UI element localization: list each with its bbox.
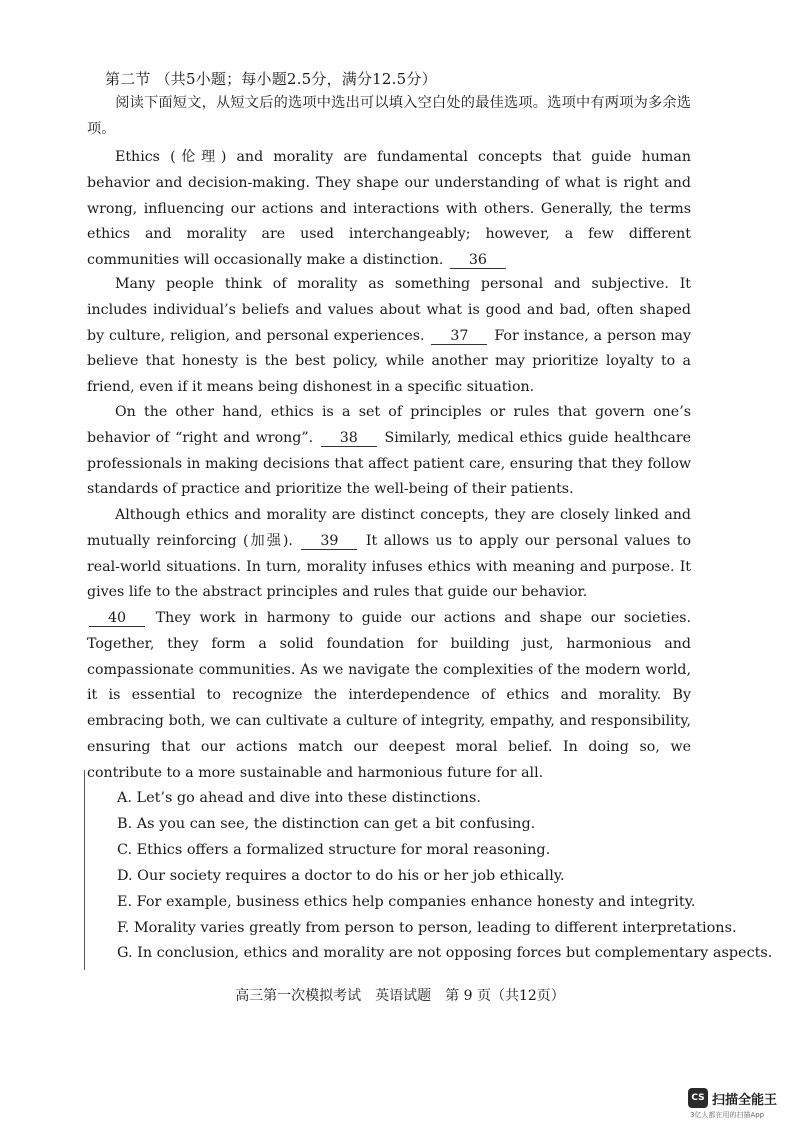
scanner-watermark [688, 1088, 798, 1128]
blank-37: 37 [431, 328, 487, 345]
options-list [117, 786, 773, 967]
paragraph-2 [87, 272, 691, 401]
camscanner-logo-icon: CS [688, 1088, 708, 1108]
paragraph-1 [87, 145, 691, 274]
instructions-text: 阅读下面短文，从短文后的选项中选出可以填入空白处的最佳选项。选项中有两项为多余选项。 [87, 95, 691, 137]
paragraph-text: Although ethics and morality are distinct concepts, they are closely linked and mutually reinforcing (加强). [87, 507, 691, 549]
paragraph-text: For instance, a person may believe that honesty is the best policy, while another may prioritize loyalty to a friend, even if it means being dishonest in a specific situation. [87, 327, 692, 396]
option-d: D. Our society requires a doctor to do his or her job ethically. [117, 867, 565, 884]
instructions [87, 91, 691, 143]
paragraph-text: On the other hand, ethics is a set of principles or rules that govern one’s behavior of “right and wrong”. [87, 404, 691, 446]
paragraph-text: Similarly, medical ethics guide healthcare professionals in making decisions that affect patient care, ensuring that they follow standards of practice and prioritize the well-being of their patients. [87, 429, 691, 498]
paragraph-5 [87, 606, 691, 787]
paragraph-text: It allows us to apply our personal values to real-world situations. In turn, morality infuses ethics with meaning and purpose. It gives life to the abstract principles and rules that guide our behavior. [87, 532, 692, 601]
margin-line [84, 770, 85, 970]
option-c: C. Ethics offers a formalized structure for moral reasoning. [117, 841, 551, 858]
option-b: B. As you can see, the distinction can get a bit confusing. [117, 815, 536, 832]
option-e: E. For example, business ethics help companies enhance honesty and integrity. [117, 893, 696, 910]
blank-40: 40 [89, 610, 145, 627]
option-f: F. Morality varies greatly from person to person, leading to different interpretations. [117, 919, 737, 936]
paragraph-text: They work in harmony to guide our actions and shape our societies. Together, they form a solid foundation for building just, harmonious and compassionate communities. As we navigate the complexities of the modern world, it is essential to recognize the interdependence of ethics and morality. By embracing both, we can cultivate a culture of integrity, empathy, and responsibility, ensuring that our actions match our deepest moral belief. In doing so, we contribute to a more sustainable and harmonious future for all. [87, 610, 691, 781]
paragraph-3 [87, 400, 691, 503]
option-a: A. Let’s go ahead and dive into these distinctions. [117, 790, 481, 806]
blank-39: 39 [301, 533, 357, 550]
blank-38: 38 [321, 430, 377, 447]
paragraph-text: Many people think of morality as something personal and subjective. It includes individual’s beliefs and values about what is good and bad, often shaped by culture, religion, and personal experiences. [87, 276, 691, 344]
option-g: G. In conclusion, ethics and morality are not opposing forces but complementary aspects. [117, 945, 773, 962]
page-footer: 高三第一次模拟考试 英语试题 第 9 页（共12页） [235, 988, 565, 1004]
paragraph-4 [87, 503, 691, 606]
blank-36: 36 [450, 252, 506, 269]
paragraph-text: Ethics (伦理) and morality are fundamental concepts that guide human behavior and decision-making. They shape our understanding of what is right and wrong, influencing our actions and interactions with others. Generally, the terms ethics and morality are used interchangeably; however, a few different communities will occasionally make a distinction. [87, 149, 691, 269]
brand-name: 扫描全能王 [712, 1093, 778, 1108]
section-title: 第二节 （共5小题；每小题2.5分，满分12.5分） [105, 70, 437, 88]
brand-tagline: 3亿人都在用的扫描App [690, 1111, 765, 1119]
